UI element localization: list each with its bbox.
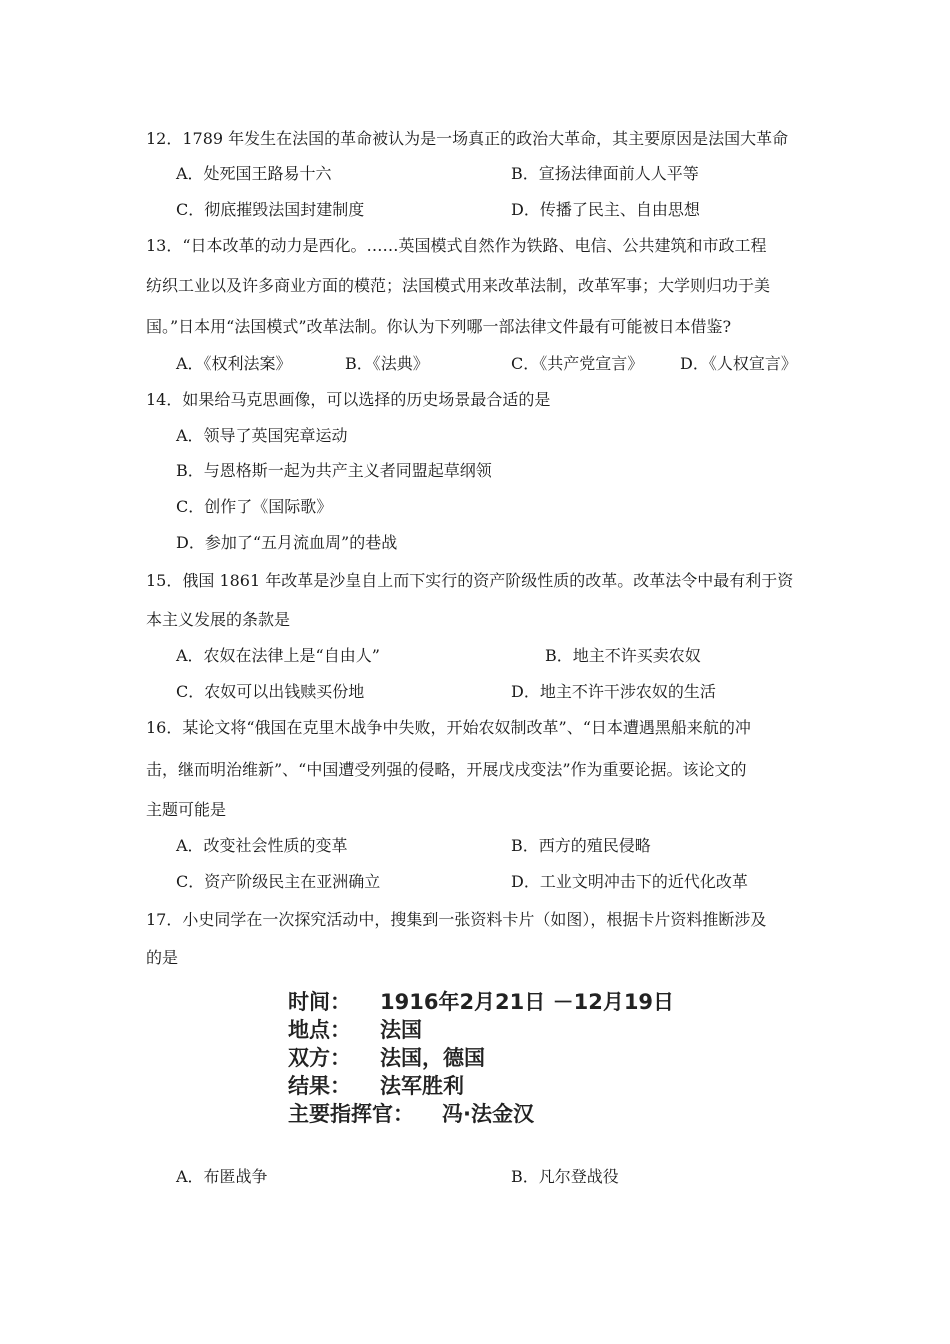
card-commander-row: [288, 1101, 534, 1127]
question-15-stem-line-1: 15．俄国 1861 年改革是沙皇自上而下实行的资产阶级性质的改革。改革法令中最有利于资: [146, 571, 794, 590]
question-17-option-b: B．凡尔登战役: [511, 1167, 619, 1186]
card-sides-label: 双方：: [288, 1046, 351, 1070]
question-16-option-b: B．西方的殖民侵略: [511, 836, 651, 855]
question-16-stem-line-3: 主题可能是: [146, 800, 227, 819]
resource-card: [282, 985, 682, 1135]
card-place-label: 地点：: [288, 1018, 351, 1042]
card-time-label: 时间：: [288, 990, 351, 1014]
card-commander-label: 主要指挥官：: [288, 1102, 414, 1126]
question-16-option-a: A．改变社会性质的变革: [176, 836, 348, 855]
card-place-value: 法国: [380, 1018, 422, 1042]
question-16-stem-line-2: 击，继而明治维新”、“中国遭受列强的侵略，开展戊戌变法”作为重要论据。该论文的: [146, 760, 747, 779]
question-12-option-a: A．处死国王路易十六: [176, 164, 332, 183]
question-13-option-c: C．《共产党宣言》: [511, 354, 644, 373]
question-14-option-d: D．参加了“五月流血周”的巷战: [176, 533, 398, 552]
card-commander-value: 冯·法金汉: [442, 1102, 534, 1126]
question-13-option-b: B．《法典》: [345, 354, 429, 373]
question-12-option-d: D．传播了民主、自由思想: [511, 200, 700, 219]
question-17-option-a: A．布匿战争: [176, 1167, 268, 1186]
card-time-row: [288, 989, 674, 1015]
question-13-stem-line-1: 13．“日本改革的动力是西化。……英国模式自然作为铁路、电信、公共建筑和市政工程: [146, 236, 767, 255]
question-13-option-a: A．《权利法案》: [176, 354, 292, 373]
question-15-stem-line-2: 本主义发展的条款是: [146, 610, 291, 629]
question-15-option-b: B．地主不许买卖农奴: [545, 646, 701, 665]
question-12-option-c: C．彻底摧毁法国封建制度: [176, 200, 365, 219]
card-result-row: [288, 1073, 464, 1099]
question-14-stem: 14．如果给马克思画像，可以选择的历史场景最合适的是: [146, 390, 551, 409]
question-15-option-a: A．农奴在法律上是“自由人”: [176, 646, 380, 665]
question-13-option-d: D．《人权宣言》: [680, 354, 797, 373]
question-15-option-c: C．农奴可以出钱赎买份地: [176, 682, 365, 701]
question-12-stem: 12．1789 年发生在法国的革命被认为是一场真正的政治大革命，其主要原因是法国大革命: [146, 129, 789, 148]
card-place-row: [288, 1017, 422, 1043]
card-sides-row: [288, 1045, 485, 1071]
question-14-option-c: C．创作了《国际歌》: [176, 497, 333, 516]
question-17-stem-line-1: 17．小史同学在一次探究活动中，搜集到一张资料卡片（如图），根据卡片资料推断涉及: [146, 910, 767, 929]
card-time-value: 1916年2月21日 －12月19日: [380, 990, 675, 1014]
question-14-option-b: B．与恩格斯一起为共产主义者同盟起草纲领: [176, 461, 492, 480]
question-16-stem-line-1: 16．某论文将“俄国在克里木战争中失败，开始农奴制改革”、“日本遭遇黑船来航的冲: [146, 718, 751, 737]
question-15-option-d: D．地主不许干涉农奴的生活: [511, 682, 716, 701]
question-16-option-c: C．资产阶级民主在亚洲确立: [176, 872, 381, 891]
question-13-stem-line-2: 纺织工业以及许多商业方面的模范；法国模式用来改革法制，改革军事；大学则归功于美: [146, 276, 771, 295]
card-result-value: 法军胜利: [380, 1074, 464, 1098]
question-14-option-a: A．领导了英国宪章运动: [176, 426, 348, 445]
question-13-stem-line-3: 国。”日本用“法国模式”改革法制。你认为下列哪一部法律文件最有可能被日本借鉴?: [146, 317, 732, 336]
question-12-option-b: B．宣扬法律面前人人平等: [511, 164, 699, 183]
question-16-option-d: D．工业文明冲击下的近代化改革: [511, 872, 748, 891]
card-sides-value: 法国，德国: [380, 1046, 485, 1070]
card-result-label: 结果：: [288, 1074, 351, 1098]
question-17-stem-line-2: 的是: [146, 948, 179, 967]
